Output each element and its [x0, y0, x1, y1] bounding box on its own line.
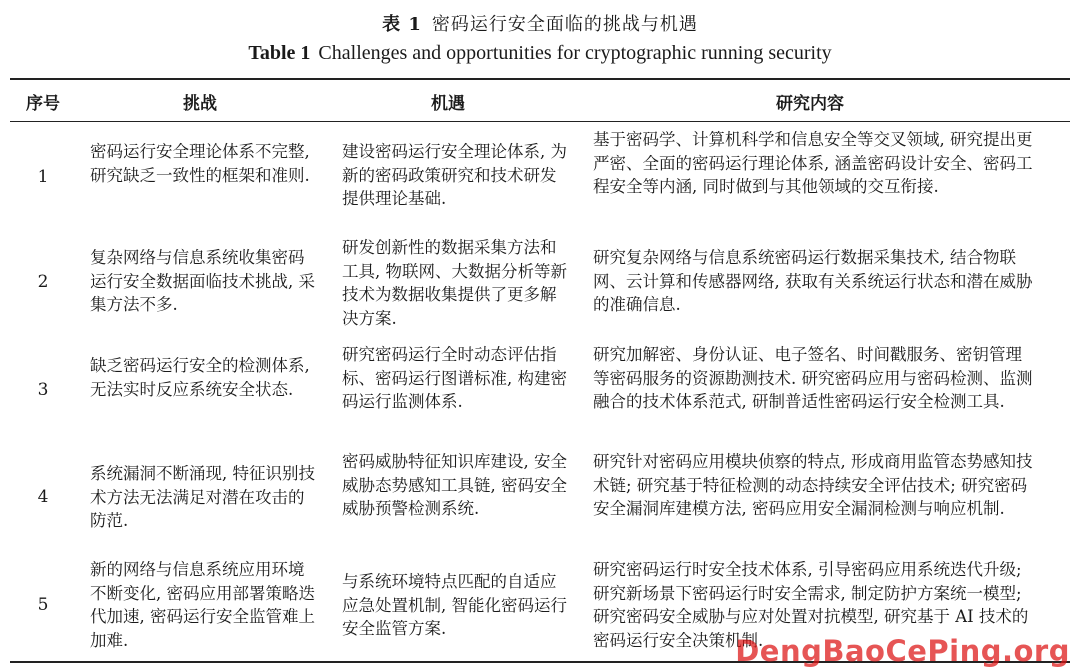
row-3-challenge: 缺乏密码运行安全的检测体系, 无法实时反应系统安全状态. — [90, 356, 310, 399]
row-5-research: 研究密码运行时安全技术体系, 引导密码应用系统迭代升级; 研究新场景下密码运行时安全需求, 制定防护方案统一模型; 研究密码安全威胁与应对处置对抗模型, 研究基于 AI 技术的密码运行安全决策机制. — [593, 560, 1029, 650]
table-caption-cn — [0, 10, 1080, 36]
row-2-challenge: 复杂网络与信息系统收集密码运行安全数据面临技术挑战, 采集方法不多. — [90, 248, 315, 314]
table-header-rule — [10, 121, 1070, 122]
row-1-research: 基于密码学、计算机科学和信息安全等交叉领域, 研究提出更严密、全面的密码运行理论体系, 涵盖密码设计安全、密码工程安全等内涵, 同时做到与其他领域的交互衔接. — [593, 130, 1033, 196]
row-3-number: 3 — [37, 380, 49, 400]
row-3-research: 研究加解密、身份认证、电子签名、时间戳服务、密钥管理等密码服务的资源勘测技术. 研究密码应用与密码检测、监测融合的技术体系范式, 研制普适性密码运行安全检测工具. — [593, 345, 1033, 411]
row-5-opportunity: 与系统环境特点匹配的自适应应急处置机制, 智能化密码运行安全监管方案. — [342, 572, 567, 638]
caption-en-title: Challenges and opportunities for cryptographic running security — [318, 42, 832, 64]
table-caption-en — [0, 42, 1080, 65]
header-research: 研究内容 — [776, 94, 844, 114]
header-challenge: 挑战 — [183, 94, 217, 114]
row-3-opportunity: 研究密码运行全时动态评估指标、密码运行图谱标准, 构建密码运行监测体系. — [342, 345, 567, 411]
row-1-opportunity: 建设密码运行安全理论体系, 为新的密码政策研究和技术研发提供理论基础. — [342, 142, 567, 208]
caption-en-label: Table 1 — [248, 42, 311, 64]
row-4-opportunity: 密码威胁特征知识库建设, 安全威胁态势感知工具链, 密码安全威胁预警检测系统. — [342, 452, 567, 518]
row-4-research: 研究针对密码应用模块侦察的特点, 形成商用监管态势感知技术链; 研究基于特征检测的动态持续安全评估技术; 研究密码安全漏洞库建模方法, 密码应用安全漏洞检测与响应机制. — [593, 452, 1033, 518]
header-index: 序号 — [26, 94, 60, 114]
row-1-challenge: 密码运行安全理论体系不完整, 研究缺乏一致性的框架和准则. — [90, 142, 310, 185]
caption-cn-title: 密码运行安全面临的挑战与机遇 — [431, 14, 698, 35]
row-2-opportunity: 研发创新性的数据采集方法和工具, 物联网、大数据分析等新技术为数据收集提供了更多解决方案. — [342, 238, 567, 328]
row-4-challenge: 系统漏洞不断涌现, 特征识别技术方法无法满足对潜在攻击的防范. — [90, 464, 315, 530]
row-2-research: 研究复杂网络与信息系统密码运行数据采集技术, 结合物联网、云计算和传感器网络, 获取有关系统运行状态和潜在威胁的准确信息. — [593, 248, 1033, 314]
table-top-rule — [10, 78, 1070, 80]
row-5-challenge: 新的网络与信息系统应用环境不断变化, 密码应用部署策略迭代加速, 密码运行安全监管难上加难. — [90, 560, 315, 650]
row-2-number: 2 — [37, 272, 49, 292]
row-1-number: 1 — [37, 167, 49, 187]
caption-cn-label: 表 1 — [382, 14, 422, 35]
header-opportunity: 机遇 — [431, 94, 465, 114]
row-5-number: 5 — [37, 595, 49, 615]
row-4-number: 4 — [37, 487, 49, 507]
watermark: DengBaoCePing.org — [735, 634, 1070, 668]
